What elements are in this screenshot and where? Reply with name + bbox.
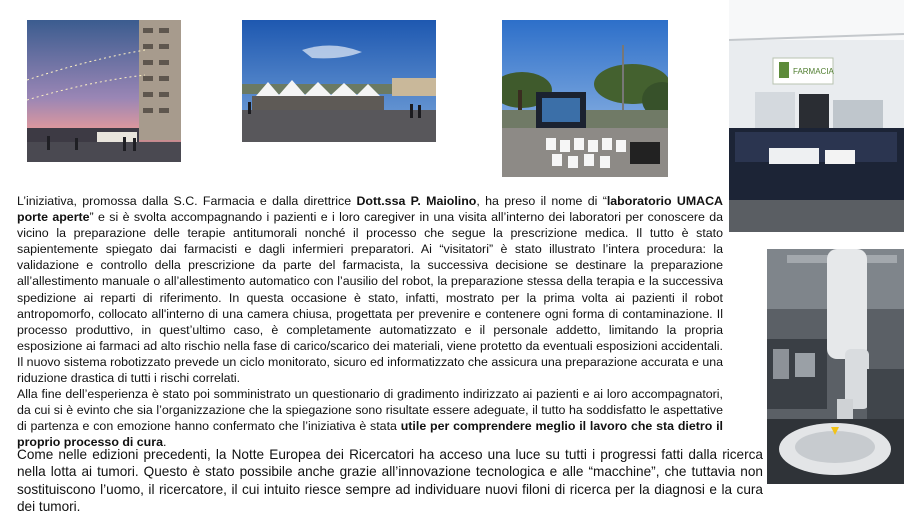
p1-connector: , ha preso il nome di “ bbox=[476, 194, 607, 208]
article-paragraph-1 bbox=[17, 193, 723, 451]
photo-evening-street bbox=[27, 20, 181, 162]
p1-lab-name: laboratorio UMACA porte aperte bbox=[17, 194, 723, 225]
p1-director-name: Dott.ssa P. Maiolino bbox=[356, 194, 477, 208]
photo-stage-chairs bbox=[502, 20, 668, 177]
p1-body: ” e si è svolta accompagnando i pazienti e i loro caregiver in una visita all’interno dei laboratori per conoscere da vicino la preparazione delle terapie antitumorali nonché il processo che segue la prescrizione medica. Il tutto è stato sapientemente spiegato dai farmacisti e dagli infermieri preparatori. Ai “visitatori” è stato illustrato l’intera procedura: la validazione e controllo della prescrizione da parte del farmacista, la successiva decisione se destinare la preparazione all’allestimento manuale o all’allestimento automatico con l’ausilio del robot, la preparazione stessa della terapia e la successiva spedizione ai reparti di riferimento. In questa occasione è stato, infatti, mostrato per la prima volta ai pazienti il robot antropomorfo, collocato all'interno di una camera chiusa, progettata per prevenire e contenere ogni forma di contaminazione. Il processo produttivo, in quest’ultimo caso, è completamente automatizzato e il personale addetto, limitando la propria esposizione ai farmaci ad alto rischio nella fase di carico/scarico dei materiali, viene protetto da eventuali esposizioni accidentali. Il nuovo sistema robotizzato prevede un ciclo monitorato, sicuro ed informatizzato che assicura una preparazione accurata e una riduzione drastica di tutti i rischi correlati. bbox=[17, 210, 723, 386]
p1-conclusion-bold: utile per comprendere meglio il lavoro che sta dietro il proprio processo di cura bbox=[17, 419, 723, 450]
article-paragraph-2: Come nelle edizioni precedenti, la Notte Europea dei Ricercatori ha acceso una luce su tutti i progressi fatti dalla ricerca nella lotta ai tumori. Questo è stato possibile anche grazie all’innovazione tecnologica e alle “macchine”, che tuttavia non sostituiscono l’uomo, il ricercatore, il cui intuito riesce sempre ad individuare nuovi filoni di ricerca per la diagnosi e la cura dei tumori. bbox=[17, 447, 763, 515]
photo-robot-arm bbox=[767, 249, 904, 484]
photo-tents-square bbox=[242, 20, 436, 142]
farmacia-sign-text: FARMACIA bbox=[793, 67, 834, 76]
p1-period: . bbox=[162, 435, 167, 450]
p1-survey: Alla fine dell’esperienza è stato poi somministrato un questionario di gradimento indirizzato ai pazienti e ai loro accompagnatori, da cui si è evinto che sia l’organizzazione che la spiegazione sono risultate essere adeguate, il tutto ha soddisfatto le aspettative di partenza e con emozione hanno confermato che l’iniziativa è stata bbox=[17, 387, 723, 434]
photo-pharmacy-stand bbox=[729, 0, 904, 232]
p1-survey-line bbox=[17, 386, 723, 450]
p1-intro: L’iniziativa, promossa dalla S.C. Farmacia e dalla direttrice bbox=[17, 194, 357, 208]
